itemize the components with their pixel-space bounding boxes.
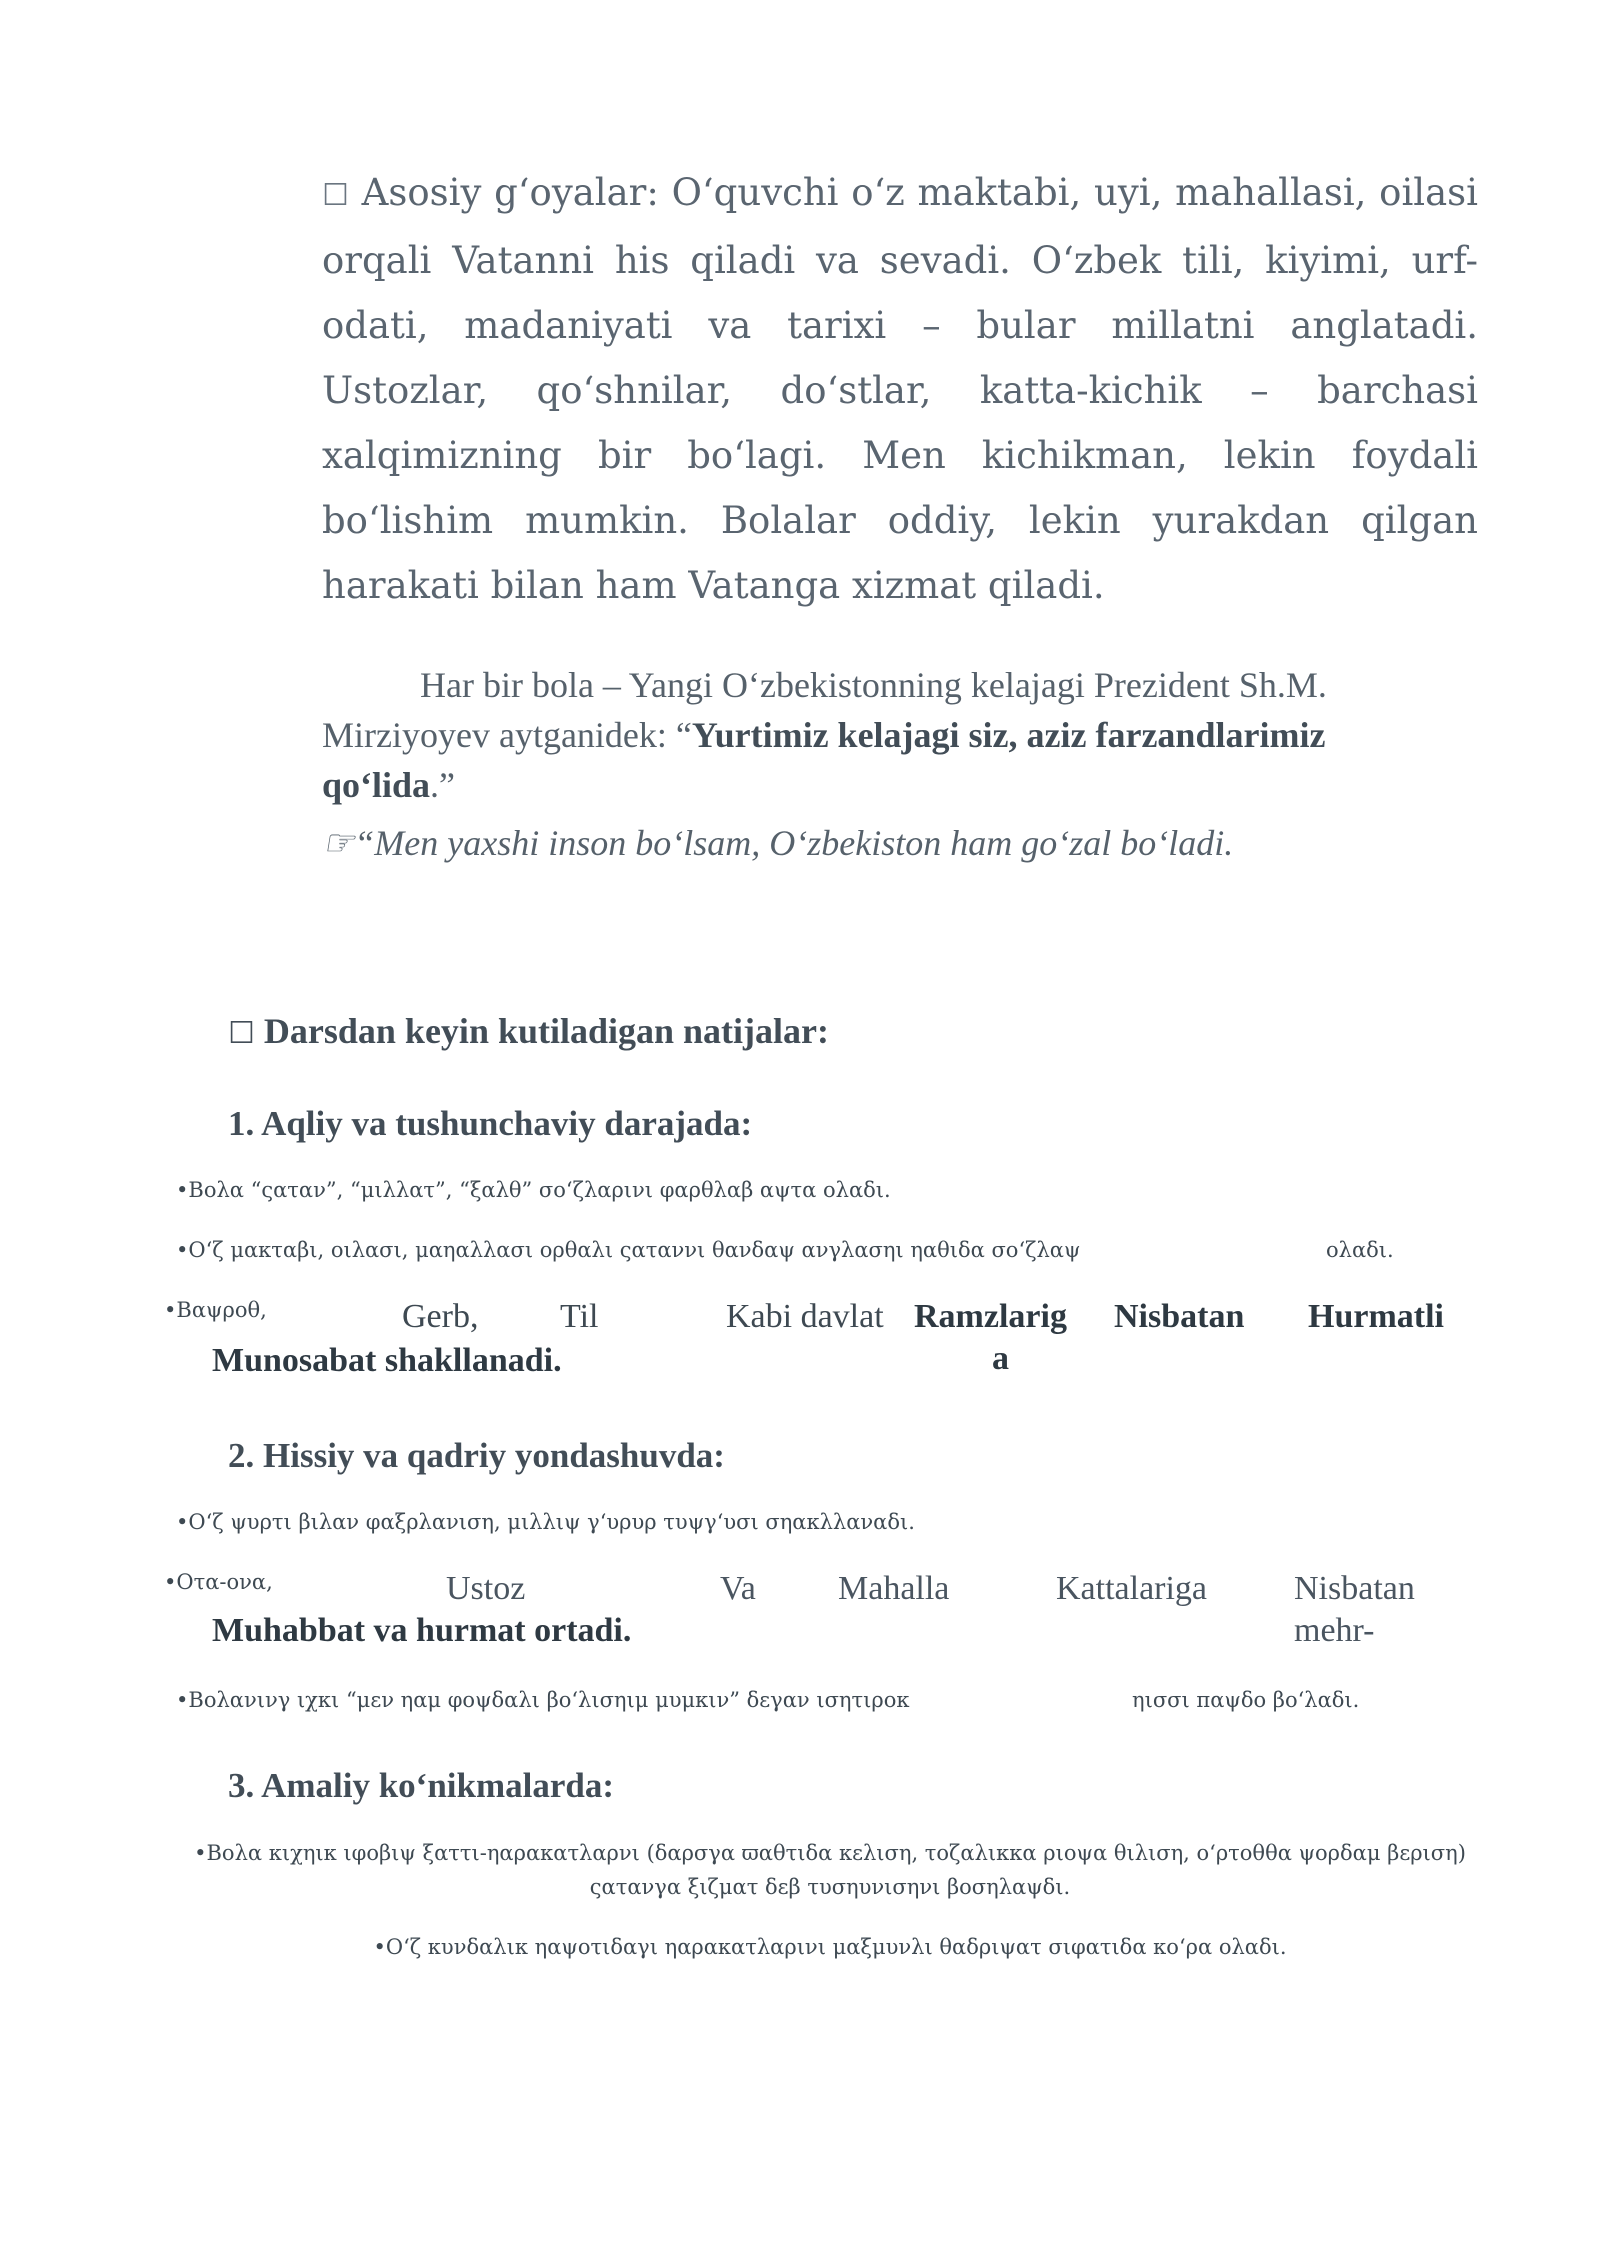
row-word: Kattalariga [1056, 1570, 1208, 1607]
section-1-line-2: •Ο‘ζ μακταβι, οιλασι, μαηαλλασι ορθαλι ςαταννι θανδαψ ανγλασηι ηαθιδα σο‘ζλαψ [176, 1238, 1081, 1262]
row-word: Mahalla [838, 1570, 950, 1607]
quote-prefix: Mirziyoyev aytganidek: “ [322, 715, 692, 755]
row-word: Kabi davlat [726, 1298, 884, 1335]
section-2-line-1: •Ο‘ζ ψυρτι βιλαν φαξρλανιση, μιλλιψ γ‘υρυρ τυψγ‘υσι σηακλλαναδι. [176, 1510, 915, 1534]
row-word: •Οτα-ονα, [164, 1570, 273, 1594]
section-3-title: 3. Amaliy ko‘nikmalarda: [228, 1766, 615, 1805]
motto-text: “Men yaxshi inson bo‘lsam, O‘zbekiston ham go‘zal bo‘ladi. [354, 823, 1234, 863]
quote-line-2 [322, 710, 1422, 810]
row-word: Ramzlarig [914, 1298, 1067, 1335]
section-2-title: 2. Hissiy va qadriy yondashuvda: [228, 1436, 725, 1475]
checkbox-icon: ☐ [322, 178, 349, 213]
row-word: mehr- [1294, 1612, 1375, 1649]
results-title: Darsdan keyin kutiladigan natijalar: [263, 1011, 830, 1051]
intro-text: Asosiy g‘oyalar: O‘quvchi o‘z maktabi, uyi, mahallasi, oilasi orqali Vatanni his qiladi va sevadi. O‘zbek tili, kiyimi, urf-odati, madaniyati va tarixi – bular millatni anglatadi. Ustozlar, qo‘shnilar, do‘stlar, katta-kichik – barchasi xalqimizning bir bo‘lagi. Men kichikman, lekin foydali bo‘lishim mumkin. Bolalar oddiy, lekin yurakdan qilgan harakati bilan ham Vatanga xizmat qiladi. [322, 171, 1478, 607]
section-1-row-3-line-2: Munosabat shakllanadi. [212, 1342, 562, 1379]
section-3-paragraph-1: •Βολα κιχηικ ιφοβιψ ξαττι-ηαρακατλαρνι (δαρσγα ϖαθτιδα κελιση, τοζαλικκα ριοψα θιλιση, ο‘ρτοθθα ψορδαμ βεριση) ςατανγα ξιζματ δεβ τυσηυνισηνι βοσηλαψδι. [194, 1841, 1466, 1899]
row-word: Til [560, 1298, 599, 1335]
row-word: Va [720, 1570, 756, 1607]
section-2-line-3-end: ηισσι παψδο βο‘λαδι. [1132, 1688, 1360, 1712]
section-3-paragraph-2: •Ο‘ζ κυνδαλικ ηαψοτιδαγι ηαρακατλαρινι μαξμυνλι θαδριψατ σιφατιδα κο‘ρα ολαδι. [373, 1935, 1287, 1959]
quote-line-1: Har bir bola – Yangi O‘zbekistonning kelajagi Prezident Sh.M. [420, 665, 1327, 705]
section-1-line-1: •Βολα “ςαταν”, “μιλλατ”, “ξαλθ” σο‘ζλαρινι φαρθλαβ αψτα ολαδι. [176, 1178, 891, 1202]
section-2-row-2-line-2: Muhabbat va hurmat ortadi. [212, 1612, 632, 1649]
motto-line [322, 818, 1422, 868]
quote-suffix: .” [430, 765, 456, 805]
row-word: Nisbatan [1114, 1298, 1245, 1335]
section-1-line-2-end: ολαδι. [1326, 1238, 1394, 1262]
row-word: Ustoz [446, 1570, 526, 1607]
section-2-line-3: •Βολανινγ ιχκι “μεν ηαμ φοψδαλι βο‘λισηιμ μυμκιν” δεγαν ισητιροκ [176, 1688, 910, 1712]
row-word: Hurmatli [1308, 1298, 1444, 1335]
results-heading [228, 1010, 829, 1052]
row-word: Nisbatan [1294, 1570, 1415, 1607]
quote-block [322, 660, 1422, 868]
row-word: a [992, 1340, 1009, 1377]
row-word: •Βαψροθ, [164, 1298, 267, 1322]
section-1-title: 1. Aqliy va tushunchaviy darajada: [228, 1104, 753, 1143]
row-word: Gerb, [402, 1298, 479, 1335]
pointing-hand-icon: ☞ [322, 823, 355, 863]
quote-bold: Yurtimiz kelajagi siz, aziz farzandlarimiz qo‘lida [322, 715, 1326, 805]
intro-paragraph [322, 160, 1478, 618]
checkbox-icon: ☐ [228, 1016, 255, 1051]
